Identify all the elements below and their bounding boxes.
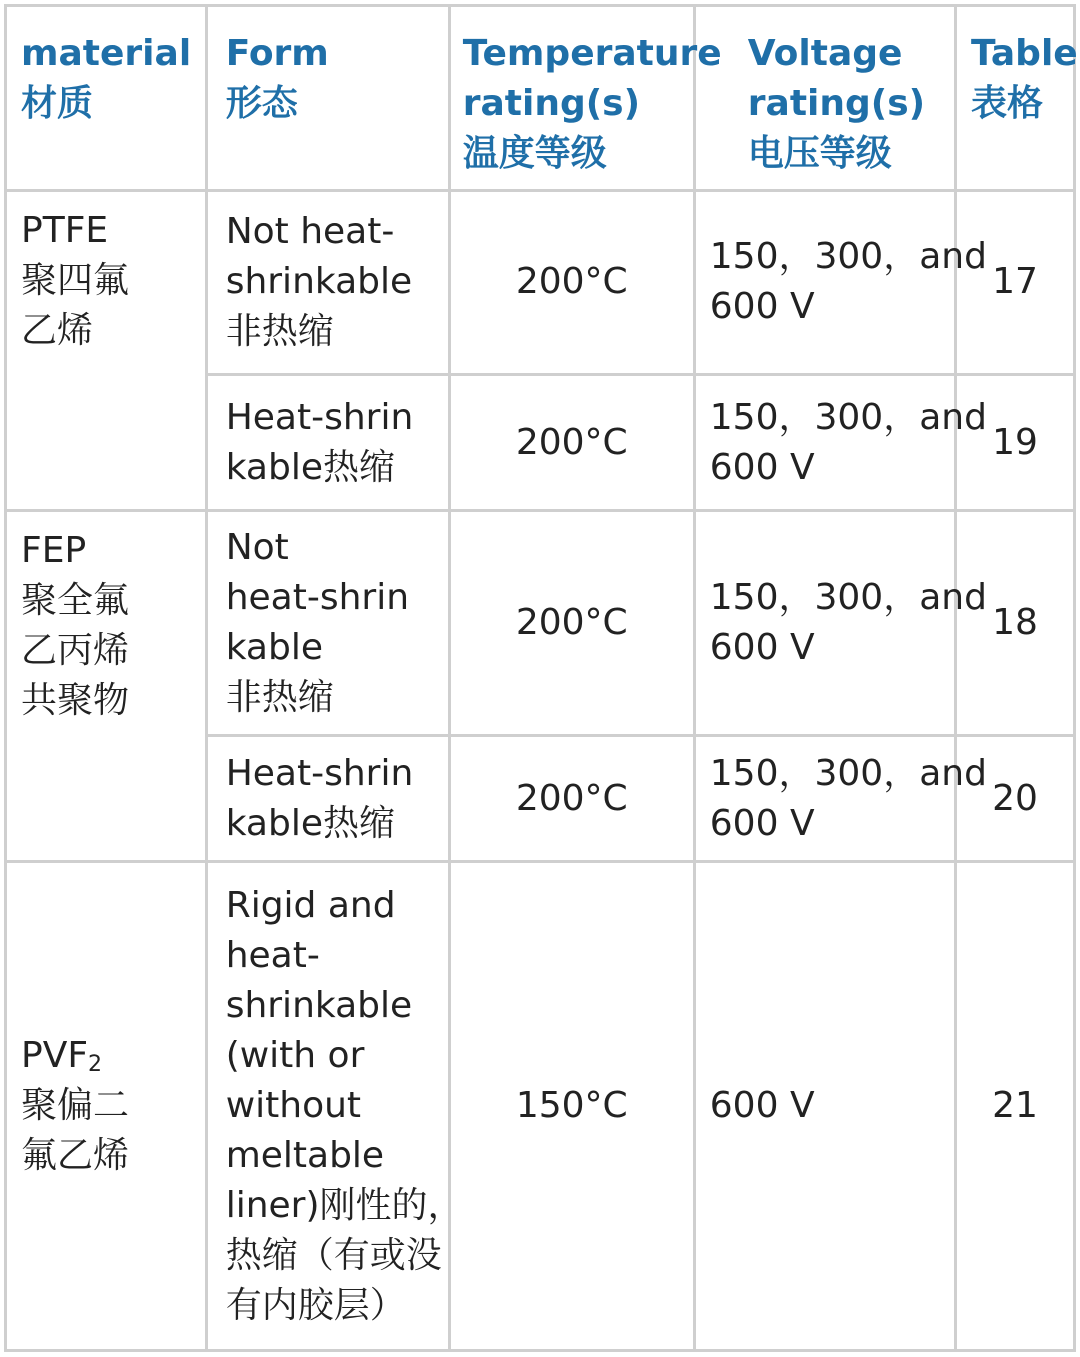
form-line: 热缩（有或没	[225, 1234, 442, 1276]
voltage-line: 600 V	[709, 446, 815, 488]
header-temperature-en-1: Temperature	[462, 33, 722, 74]
form-line: kable	[225, 627, 323, 669]
form-line: kable热缩	[225, 446, 395, 488]
temperature-cell: 200°C	[449, 191, 694, 375]
voltage-line: 600 V	[709, 802, 815, 844]
form-line: heat-	[225, 934, 320, 976]
form-cell	[206, 736, 449, 862]
material-name-zh-3: 共聚物	[21, 680, 130, 722]
table-number-cell: 20	[955, 736, 1074, 862]
voltage-cell	[694, 861, 955, 1350]
form-line: Rigid and	[225, 884, 396, 926]
material-cell-fep	[6, 511, 207, 862]
material-name: FEP	[21, 530, 87, 572]
header-form-en: Form	[225, 33, 329, 74]
material-name-subscript: 2	[88, 1051, 103, 1077]
voltage-line: 150，300，and	[709, 396, 987, 438]
header-material-en: material	[21, 33, 192, 74]
header-material-zh: 材质	[21, 83, 94, 124]
form-line: 有内胶层）	[225, 1284, 406, 1326]
material-name-zh-2: 乙丙烯	[21, 630, 130, 672]
header-form	[206, 6, 449, 191]
form-line: heat-shrin	[225, 577, 410, 619]
temperature-cell: 200°C	[449, 374, 694, 511]
voltage-line: 150，300，and	[709, 752, 987, 794]
material-cell-pvf2	[6, 861, 207, 1350]
form-line: (with or	[225, 1034, 365, 1076]
voltage-cell	[694, 511, 987, 736]
form-line: 非热缩	[225, 677, 334, 719]
material-cell-ptfe	[6, 191, 207, 511]
form-line: Not	[225, 527, 289, 569]
voltage-line: 150，300，and	[709, 236, 987, 278]
voltage-cell	[694, 191, 987, 375]
table-row	[6, 191, 1075, 375]
header-form-zh: 形态	[225, 83, 298, 124]
temperature-cell: 150°C	[449, 861, 694, 1350]
material-name	[21, 1031, 205, 1081]
temperature-cell: 200°C	[449, 736, 694, 862]
voltage-cell	[694, 736, 987, 862]
form-line: liner)刚性的，	[225, 1184, 464, 1226]
voltage-line: 150，300，and	[709, 577, 987, 619]
table-row	[6, 861, 1075, 1350]
header-temperature	[449, 6, 722, 191]
form-line: meltable	[225, 1134, 385, 1176]
form-line: 非热缩	[225, 311, 334, 353]
voltage-line: 600 V	[709, 1084, 815, 1126]
material-name-zh-1: 聚四氟	[21, 260, 130, 301]
header-voltage-en-1: Voltage	[747, 33, 903, 74]
header-row	[6, 6, 1075, 191]
form-cell	[206, 374, 449, 511]
material-name-zh-1: 聚全氟	[21, 580, 130, 622]
material-name-main: PVF	[21, 1034, 89, 1076]
header-voltage-en-2: rating(s)	[747, 83, 926, 124]
material-name-zh-2: 乙烯	[21, 310, 94, 351]
form-line: kable热缩	[225, 802, 395, 844]
header-voltage-zh: 电压等级	[747, 133, 892, 174]
form-cell	[206, 511, 449, 736]
form-cell	[206, 861, 464, 1350]
voltage-line: 600 V	[709, 286, 815, 328]
form-line: Heat-shrin	[225, 396, 414, 438]
table-number-cell: 17	[955, 191, 1074, 375]
form-line: shrinkable	[225, 984, 413, 1026]
voltage-cell	[694, 374, 987, 511]
header-material	[6, 6, 207, 191]
header-voltage	[694, 6, 955, 191]
form-line: Not heat-	[225, 211, 395, 253]
form-cell	[206, 191, 449, 375]
table-number-cell: 19	[955, 374, 1074, 511]
material-name: PTFE	[21, 210, 109, 251]
form-line: shrinkable	[225, 261, 413, 303]
material-name-zh-2: 氟乙烯	[21, 1134, 130, 1176]
form-line: Heat-shrin	[225, 752, 414, 794]
table-number-cell: 21	[955, 861, 1074, 1350]
header-table-en: Table	[970, 33, 1078, 74]
table-number-cell: 18	[955, 511, 1074, 736]
header-table-zh: 表格	[970, 83, 1043, 124]
voltage-line: 600 V	[709, 627, 815, 669]
material-name-zh-1: 聚偏二	[21, 1084, 130, 1126]
header-temperature-en-2: rating(s)	[462, 83, 641, 124]
table-row	[6, 511, 1075, 736]
form-line: without	[225, 1084, 362, 1126]
temperature-cell: 200°C	[449, 511, 694, 736]
ratings-table	[4, 4, 1076, 1352]
header-temperature-zh: 温度等级	[462, 133, 607, 174]
header-table	[955, 6, 1078, 191]
